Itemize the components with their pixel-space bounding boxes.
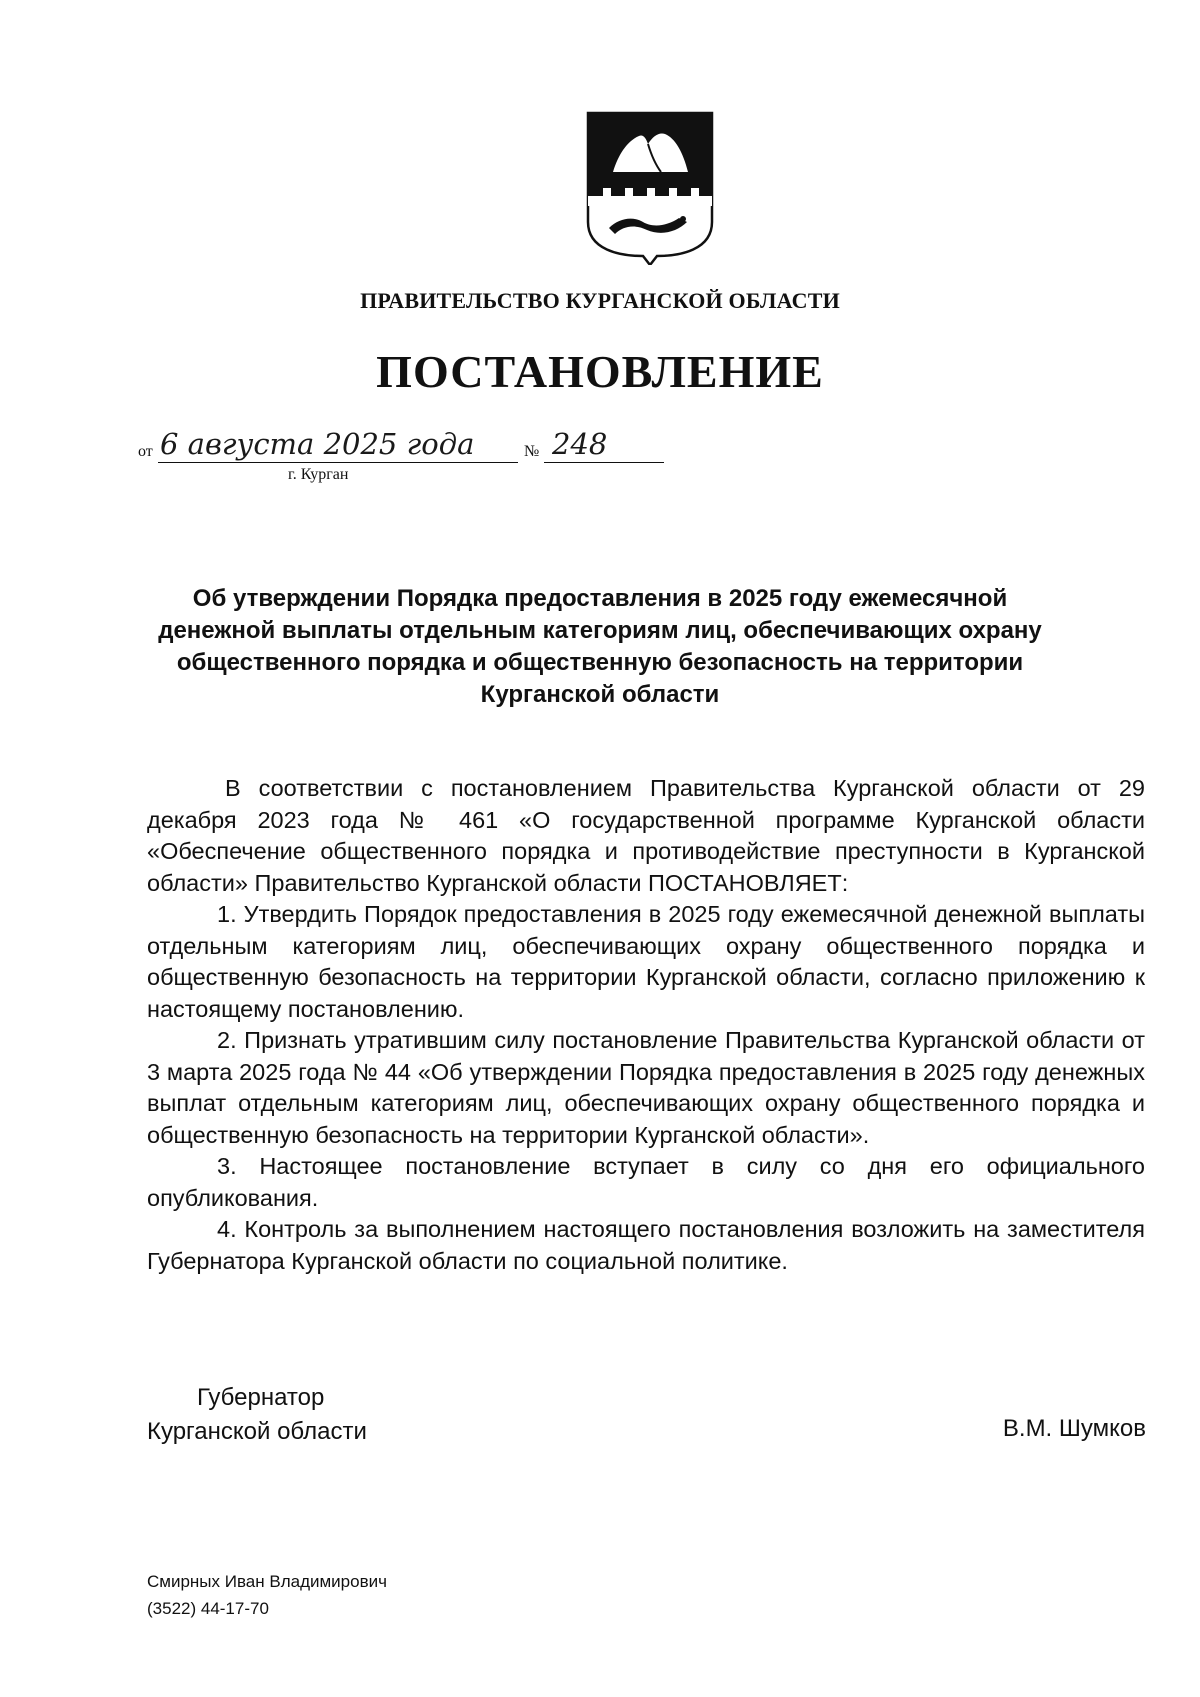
issuing-authority: ПРАВИТЕЛЬСТВО КУРГАНСКОЙ ОБЛАСТИ <box>360 288 840 313</box>
executor-name: Смирных Иван Владимирович <box>147 1572 387 1591</box>
coat-of-arms-icon <box>585 110 715 265</box>
date-underline <box>158 462 518 463</box>
signatory-name: В.М. Шумков <box>1002 1415 1146 1442</box>
handwritten-number: 248 <box>552 427 608 461</box>
number-prefix: № <box>524 443 540 460</box>
document-body <box>147 773 1145 1277</box>
city-label: г. Курган <box>288 466 349 483</box>
document-type: ПОСТАНОВЛЕНИЕ <box>376 346 824 397</box>
executor-info <box>147 1568 387 1622</box>
clause-4: 4. Контроль за выполнением настоящего постановления возложить на заместителя Губернатора Курганской области по социальной политике. <box>147 1216 1145 1274</box>
number-underline <box>544 462 664 463</box>
clause-1: 1. Утвердить Порядок предоставления в 2025 году ежемесячной денежной выплаты отдельным категориям лиц, обеспечивающих охрану общественного порядка и общественную безопасность на территории Курганской области, согласно приложению к настоящему постановлению. <box>147 901 1145 1022</box>
preamble-paragraph: В соответствии с постановлением Правительства Курганской области от 29 декабря 2023 года № 461 «О государственной программе Курганской области «Обеспечение общественного порядка и противодействие преступности в Курганской области» Правительство Курганской области ПОСТАНОВЛЯЕТ: <box>147 775 1145 896</box>
signatory-title <box>147 1381 367 1449</box>
handwritten-date: 6 августа 2025 года <box>160 427 475 461</box>
date-number-line <box>138 427 678 483</box>
document-title: Об утверждении Порядка предоставления в 2025 году ежемесячной денежной выплаты отдельным категориям лиц, обеспечивающих охрану общественного порядка и общественную безопасность на территории Курганской области <box>158 585 1042 708</box>
clause-2: 2. Признать утратившим силу постановление Правительства Курганской области от 3 марта 2025 года № 44 «Об утверждении Порядка предоставления в 2025 году денежных выплат отдельным категориям лиц, обеспечивающих охрану общественного порядка и общественную безопасность на территории Курганской области». <box>147 1027 1145 1148</box>
clause-3: 3. Настоящее постановление вступает в силу со дня его официального опубликования. <box>147 1153 1145 1211</box>
signatory-title-line1: Губернатор <box>197 1384 325 1411</box>
executor-phone: (3522) 44-17-70 <box>147 1599 269 1618</box>
date-prefix: от <box>138 443 153 460</box>
signatory-title-line2: Курганской области <box>147 1418 367 1445</box>
